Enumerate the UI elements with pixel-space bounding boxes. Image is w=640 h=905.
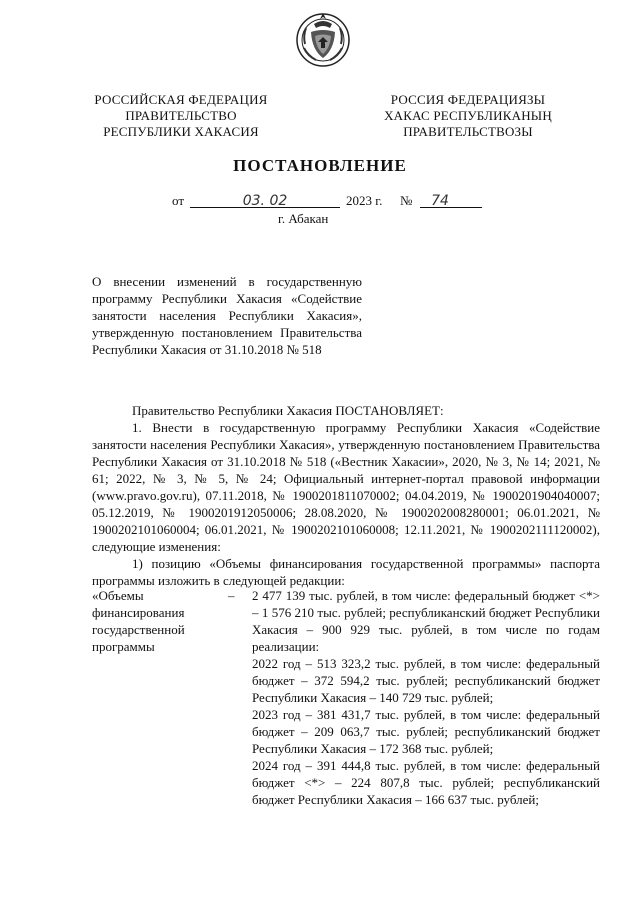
financing-line: 2 477 139 тыс. рублей, в том числе: федеральный бюджет <*> – 1 576 210 тыс. рублей; республиканский бюджет Республики Хакасия – 900 929 тыс. рублей, в том числе по годам реализации: (252, 588, 600, 654)
handwritten-number: 74 (431, 193, 449, 209)
date-line (172, 190, 492, 212)
year-label: 2023 г. (346, 193, 383, 208)
header-left (86, 92, 276, 140)
financing-line: 2023 год – 381 431,7 тыс. рублей, в том числе: федеральный бюджет – 209 063,7 тыс. рублей; республиканский бюджет Республики Хакасия – 172 368 тыс. рублей; (252, 707, 600, 756)
financing-line: 2022 год – 513 323,2 тыс. рублей, в том числе: федеральный бюджет – 372 594,2 тыс. рублей; республиканский бюджет Республики Хакасия – 140 729 тыс. рублей; (252, 656, 600, 705)
subitem-1-paragraph: 1) позицию «Объемы финансирования государственной программы» паспорта программы изложить в следующей редакции: (92, 556, 600, 588)
financing-label: «Объемы финансирования государственной программы (92, 588, 185, 654)
header-left-line: РОССИЙСКАЯ ФЕДЕРАЦИЯ (94, 92, 268, 107)
intro-paragraph: Правительство Республики Хакасия ПОСТАНОВЛЯЕТ: (132, 403, 444, 418)
financing-dash: – (228, 588, 235, 603)
financing-values (252, 587, 600, 808)
header-right-line: РОССИЯ ФЕДЕРАЦИЯЗЫ (390, 92, 546, 107)
document-body (92, 402, 600, 589)
from-label: от (172, 193, 185, 208)
header-left-line: РЕСПУБЛИКИ ХАКАСИЯ (103, 124, 259, 139)
number-label: № (400, 193, 413, 208)
handwritten-date: 03. 02 (242, 193, 288, 209)
city: г. Абакан (278, 211, 329, 226)
header-right-line: ХАКАС РЕСПУБЛИКАНЫҢ (384, 108, 552, 123)
header-right-line: ПРАВИТЕЛЬСТВОЗЫ (403, 124, 533, 139)
document-subject: О внесении изменений в государственную программу Республики Хакасия «Содействие занятости населения Республики Хакасия», утвержденную постановлением Правительства Республики Хакасия от 31.10.2018 № 518 (92, 274, 362, 357)
financing-line: 2024 год – 391 444,8 тыс. рублей, в том числе: федеральный бюджет <*> – 224 807,8 тыс. рублей; республиканский бюджет Республики Хакасия – 166 637 тыс. рублей; (252, 758, 600, 807)
document-title: ПОСТАНОВЛЕНИЕ (233, 156, 407, 175)
coat-of-arms-emblem (294, 10, 352, 68)
header-left-line: ПРАВИТЕЛЬСТВО (125, 108, 237, 123)
item-1-paragraph: 1. Внести в государственную программу Республики Хакасия «Содействие занятости населения Республики Хакасия», утвержденную постановлением Правительства Республики Хакасия от 31.10.2018 № 518 («Вестник Хакасии», 2020, № 3, № 14; 2021, № 61; 2022, № 3, № 5, № 24; Официальный интернет-портал правовой информации (www.pravo.gov.ru), 07.11.2018, № 1900201811070002; 04.04.2019, № 1900201904040007; 05.12.2019, № 1900201912050006; 28.08.2020, № 1900202008280001; 06.01.2021, № 1900202101060004; 06.01.2021, № 1900202101060008; 12.11.2021, № 1900202111120002), следующие изменения: (92, 420, 600, 554)
header-right (368, 92, 568, 140)
